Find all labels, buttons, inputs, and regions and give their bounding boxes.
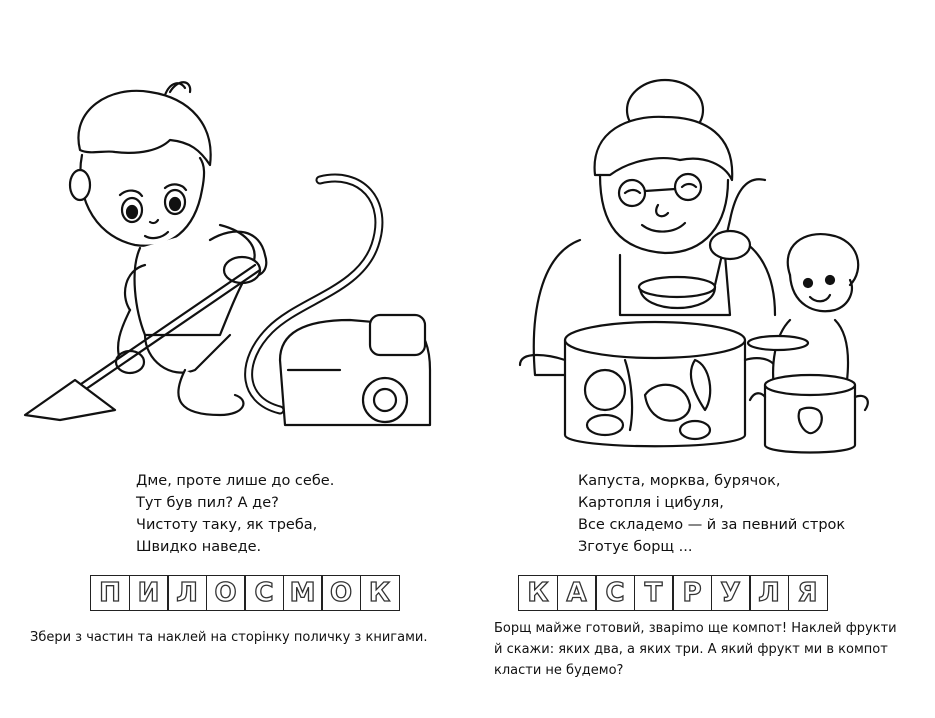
letter-cell: Т xyxy=(634,575,674,611)
grandma-cooking-illustration xyxy=(500,75,910,455)
letter-cell: С xyxy=(244,575,284,611)
answer-word-pot xyxy=(518,575,828,611)
letter-cell: И xyxy=(129,575,169,611)
letter-cell: Л xyxy=(167,575,207,611)
letter-cell: П xyxy=(90,575,130,611)
riddle-line: Дме, проте лише до себе. xyxy=(136,473,335,489)
letter-cell: О xyxy=(321,575,361,611)
right-task-text xyxy=(494,618,897,681)
left-task-text: Збери з частин та наклей на сторінку поличку з книгами. xyxy=(30,630,428,645)
answer-word-vacuum xyxy=(90,575,400,611)
riddle-line: Картопля і цибуля, xyxy=(578,495,724,511)
letter-cell: Р xyxy=(672,575,712,611)
letter-cell: А xyxy=(557,575,597,611)
pot-riddle xyxy=(578,470,845,558)
riddle-line: Все складемо — й за певний строк xyxy=(578,517,846,533)
letter-cell: Я xyxy=(788,575,828,611)
letter-cell: У xyxy=(711,575,751,611)
riddle-line: Тут був пил? А де? xyxy=(136,495,279,511)
letter-cell: М xyxy=(283,575,323,611)
letter-cell: С xyxy=(595,575,635,611)
riddle-line: Чистоту таку, як треба, xyxy=(136,517,318,533)
task-line: Борщ майже готовий, зваріmo ще компот! Наклей фрукти xyxy=(494,621,897,636)
letter-cell: К xyxy=(360,575,400,611)
riddle-line: Швидко наведе. xyxy=(136,539,262,555)
letter-cell: К xyxy=(518,575,558,611)
vacuum-riddle xyxy=(136,470,334,558)
boy-vacuum-illustration xyxy=(20,70,450,440)
riddle-line: Зготує борщ ... xyxy=(578,539,693,555)
task-line: й скажи: яких два, а яких три. А який фрукт ми в компот xyxy=(494,642,888,657)
letter-cell: Л xyxy=(749,575,789,611)
riddle-line: Капуста, морква, бурячок, xyxy=(578,473,781,489)
letter-cell: О xyxy=(206,575,246,611)
task-line: класти не будемо? xyxy=(494,663,624,678)
